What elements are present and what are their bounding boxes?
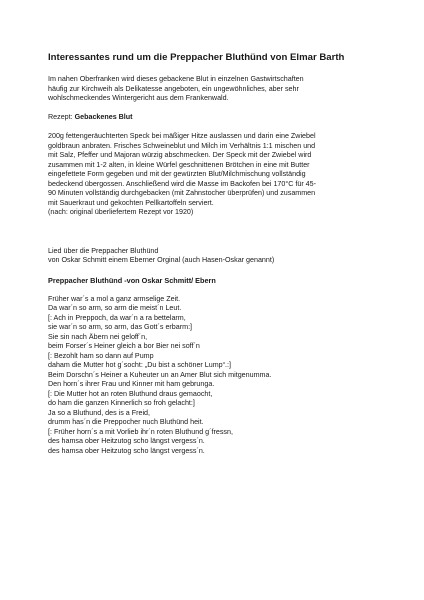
lyric-line: drumm has´n die Preppocher nuch Bluthünd heit. <box>48 418 204 426</box>
recipe-source: (nach: original überliefertem Rezept vor 1920) <box>48 208 194 216</box>
lyric-line: Früher war´s a mol a ganz armselige Zeit. <box>48 294 181 303</box>
recipe-line: bedeckend übergossen. Anschließend wird die Masse im Backofen bei 170°C für 45- <box>48 179 317 188</box>
intro-line: wohlschmeckendes Wintergericht aus dem Frankenwald. <box>48 94 229 102</box>
recipe-label: Rezept: <box>48 112 75 121</box>
song-intro <box>48 247 378 266</box>
recipe-heading <box>48 113 378 123</box>
recipe-line: mit Salz, Pfeffer und Majoran würzig abschmecken. Der Speck mit der Zwiebel wird <box>48 151 312 159</box>
lyric-line: sie war´n so arm, so arm, das Gott´s erbarm:] <box>48 323 193 331</box>
lyric-line: [: Bezohlt ham so dann auf Pump <box>48 351 154 360</box>
lyric-line: do ham die ganzen Kinnerlich so froh gelacht:] <box>48 399 195 407</box>
recipe-line: 200g fettengeräuchterten Speck bei mäßiger Hitze auslassen und darin eine Zwiebel <box>48 132 316 140</box>
page-title: Interessantes rund um die Preppacher Bluthünd von Elmar Barth <box>48 52 345 63</box>
lyric-line: [: Die Mutter hot an roten Bluthund draus gemaocht, <box>48 389 213 398</box>
intro-paragraph <box>48 75 378 104</box>
lyric-line: Da war´n so arm, so arm die meist´n Leut. <box>48 304 182 312</box>
song-title: Preppacher Bluthünd -von Oskar Schmitt/ Ebern <box>48 275 216 285</box>
lyric-line: des hamsa ober Heitzutog scho längst vergess´n. <box>48 446 205 455</box>
intro-line: häufig zur Kirchweih als Delikatesse angeboten, ein ungewöhnliches, aber sehr <box>48 84 299 93</box>
lyric-line: des hamsa ober Heitzutog scho längst vergess´n. <box>48 437 205 445</box>
recipe-line: zusammen mit 1-2 alten, in kleine Würfel geschnittenen Brötchen in eine mit Butter <box>48 160 310 169</box>
lyric-line: Sie sin nach Äbern nei geloff´n, <box>48 332 148 341</box>
song-lyrics <box>48 295 378 457</box>
recipe-line: mit Sauerkraut und gekochten Pellkartoffeln serviert. <box>48 198 214 207</box>
lyric-line: Beim Dorschn´s Heiner a Kuheuter un an Amer Blut sich mitgenumma. <box>48 370 272 379</box>
recipe-line: 90 Minuten vollständig durchgebacken (mit Zahnstocher überprüfen) und zusammen <box>48 189 316 197</box>
lyric-line: daham die Mutter hot g´socht: „Du bist a schöner Lump“.:] <box>48 361 231 369</box>
song-intro-line: Lied über die Preppacher Bluthünd <box>48 246 159 255</box>
lyric-line: Den horn´s ihrer Frau und Kinner mit ham gebrunga. <box>48 380 215 388</box>
document-page <box>48 52 378 456</box>
recipe-line: eingefettete Form gegeben und mit der gewürzten Blut/Milchmischung vollständig <box>48 170 306 178</box>
lyric-line: Ja so a Bluthund, des is a Freid, <box>48 408 151 417</box>
recipe-line: goldbraun anbraten. Frisches Schweineblut und Milch im Verhältnis 1:1 mischen und <box>48 141 316 150</box>
lyric-line: [: Früher horn´s a mit Vorlieb ihr´n roten Bluthund g´fressn, <box>48 427 233 436</box>
lyric-line: beim Forser´s Heiner gleich a bor Bier nei soff´n <box>48 342 200 350</box>
recipe-paragraph <box>48 132 378 218</box>
song-intro-line: von Oskar Schmitt einem Eberner Orginal (auch Hasen-Oskar genannt) <box>48 256 275 264</box>
recipe-name: Gebackenes Blut <box>74 112 133 121</box>
lyric-line: [: Ach in Preppoch, da war´n a ra bettelarm, <box>48 313 186 322</box>
intro-line: Im nahen Oberfranken wird dieses gebackene Blut in einzelnen Gastwirtschaften <box>48 75 304 83</box>
